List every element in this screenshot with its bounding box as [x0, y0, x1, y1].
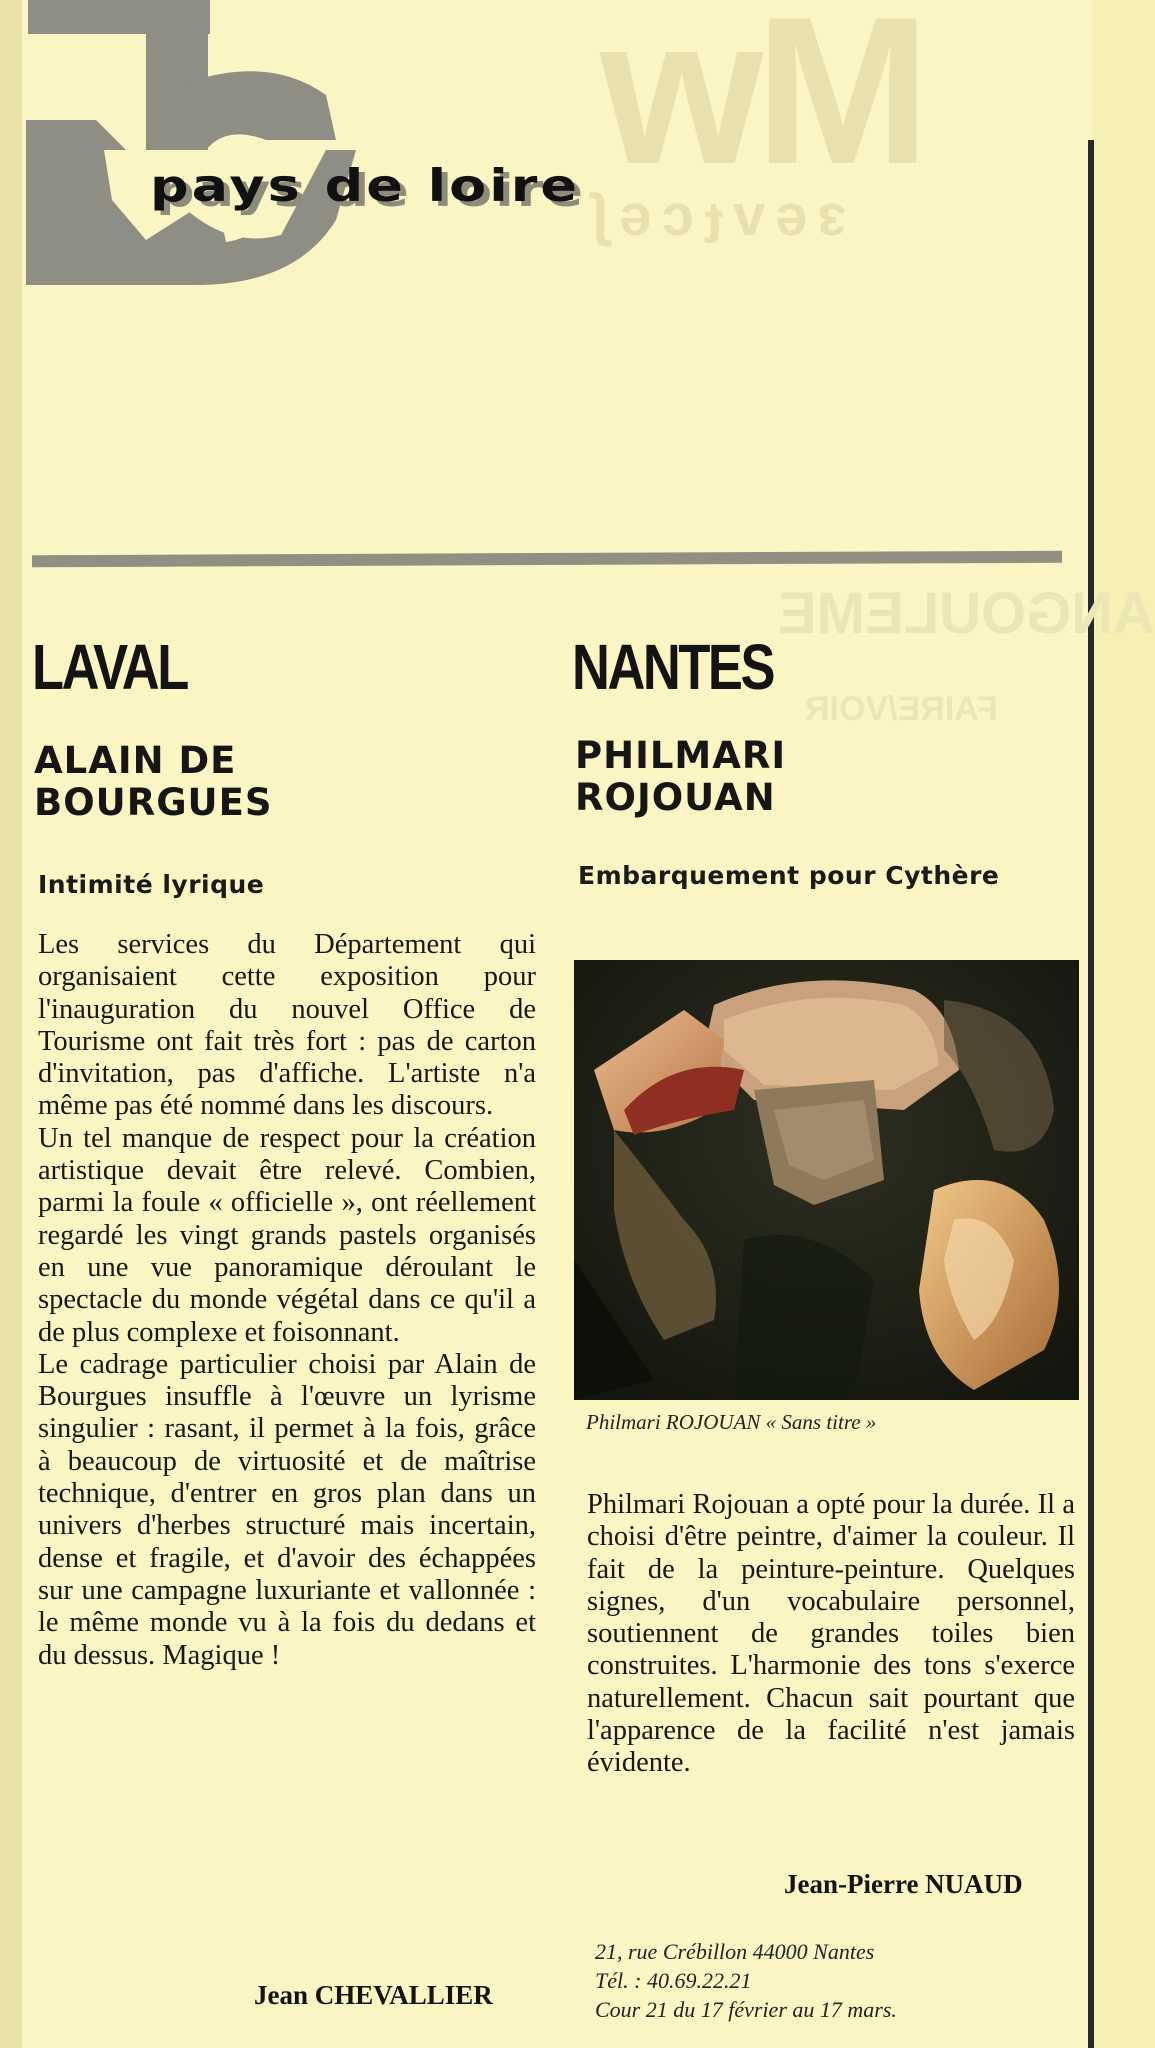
- show-through-ghost: wM: [600, 0, 923, 208]
- gallery-address: 21, rue Crébillon 44000 Nantes: [595, 1939, 875, 1964]
- section-title: pays de loire: [150, 160, 581, 212]
- left-article-body: [38, 929, 536, 1672]
- show-through-ghost: ANGOULEME: [778, 581, 1155, 646]
- show-through-ghost: ʃɘɔʇʌɘɛ: [590, 191, 857, 256]
- page-shadow-edge: [0, 0, 22, 2048]
- left-artist-name: ALAIN DE BOURGUES: [34, 739, 273, 824]
- left-subtitle: Intimité lyrique: [38, 870, 265, 899]
- artwork-caption: Philmari ROJOUAN « Sans titre »: [586, 1410, 877, 1434]
- exhibition-dates: Cour 21 du 17 février au 17 mars.: [595, 1997, 897, 2022]
- right-paragraph: Philmari Rojouan a opté pour la durée. Il a choisi d'être peintre, d'aimer la couleur. Il fait de la peinture-peinture. Quelques signes, d'un vocabulaire personnel, soutiennent de grandes toiles bien construites. L'harmonie des tons s'exerce naturellement. Chacun sait pourtant que l'apparence de la facilité n'est jamais évidente.: [587, 1489, 1075, 1779]
- page-right-edge: [1088, 140, 1094, 2048]
- exhibition-info: [595, 1937, 897, 2024]
- left-city-heading: LAVAL: [32, 631, 187, 703]
- left-author-signature: Jean CHEVALLIER: [254, 1980, 493, 2010]
- right-city-heading: NANTES: [572, 631, 774, 703]
- right-article-body: [587, 1489, 1075, 1780]
- right-artist-name: PHILMARI ROJOUAN: [575, 734, 787, 819]
- magazine-logo-icon: [26, 0, 356, 285]
- right-subtitle: Embarquement pour Cythère: [578, 861, 1000, 890]
- left-paragraph: Le cadrage particulier choisi par Alain de Bourgues insuffle à l'œuvre un lyrisme singulier : rasant, il permet à la fois, grâce à beaucoup de virtuosité et de maîtrise technique, d'entrer en gros plan dans un univers d'herbes structuré mais incertain, dense et fragile, et d'avoir des échappées sur une campagne luxuriante et vallonnée : le même monde vu à la fois du dedans et du dessus. Magique !: [38, 1348, 536, 1671]
- left-paragraph: Les services du Département qui organisaient cette exposition pour l'inauguration du nouvel Office de Tourisme ont fait très fort : pas de carton d'invitation, pas d'affiche. L'artiste n'a même pas été nommé dans les discours.: [38, 929, 536, 1122]
- artwork-image: [574, 960, 1079, 1400]
- left-paragraph: Un tel manque de respect pour la création artistique devait être relevé. Combien, parmi la foule « officielle », ont réellement regardé les vingt grands pastels organisés en une vue panoramique déroulant le spectacle du monde végétal dans ce qu'il a de plus complexe et foisonnant.: [38, 1122, 536, 1348]
- right-author-signature: Jean-Pierre NUAUD: [784, 1869, 1023, 1899]
- gallery-phone: Tél. : 40.69.22.21: [595, 1968, 752, 1993]
- show-through-ghost: FAIRE/VOIR: [805, 690, 998, 728]
